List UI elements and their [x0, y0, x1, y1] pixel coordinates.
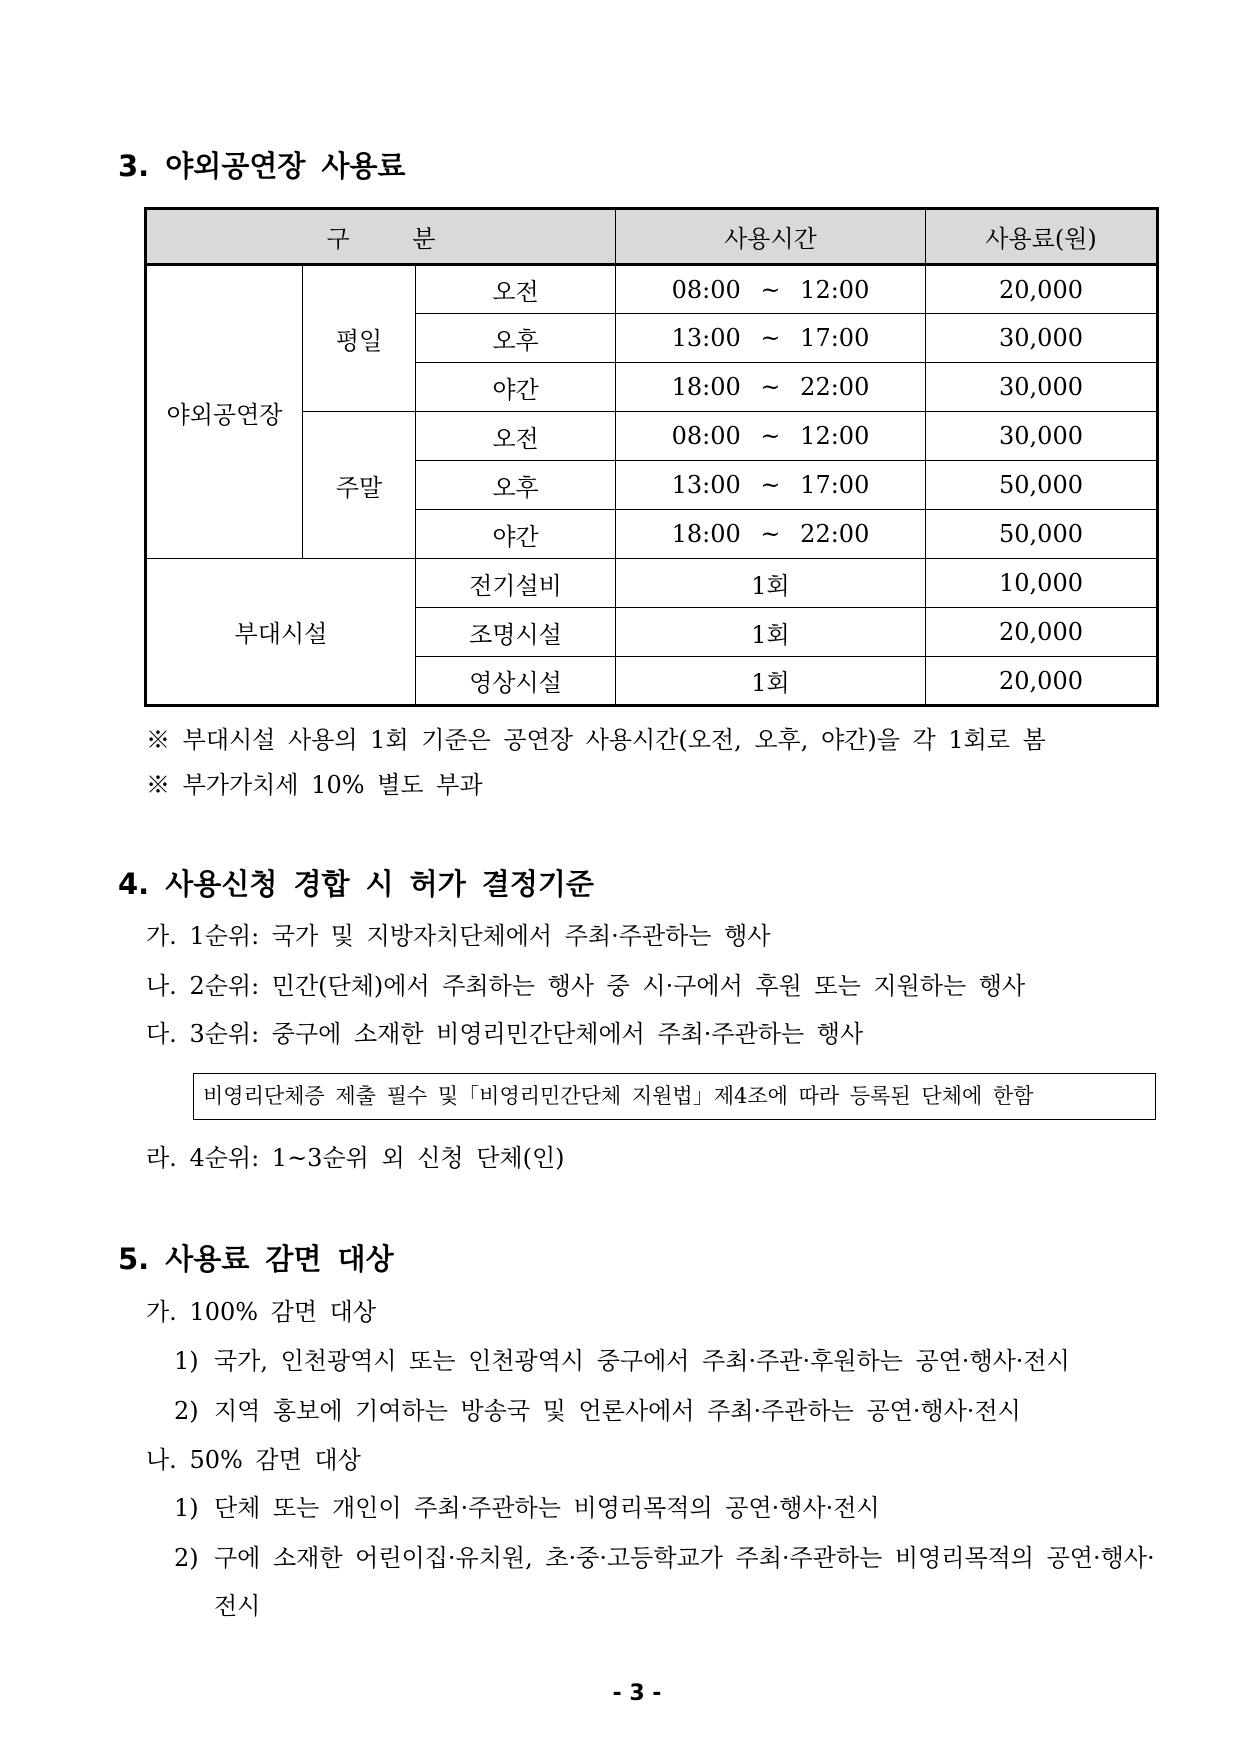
table-header-row: [146, 209, 1158, 265]
time-cell: 13:00 ~ 17:00: [616, 314, 926, 363]
header-category: 구 분: [146, 209, 616, 265]
exemption-item: [174, 1534, 1156, 1630]
fee-cell: 10,000: [926, 559, 1158, 608]
exemption-item-text: 구에 소재한 어린이집·유치원, 초·중·고등학교가 주최·주관하는 비영리목적의 공연·행사·전시: [214, 1544, 1155, 1620]
time-cell: 13:00 ~ 17:00: [616, 461, 926, 510]
page-number: - 3 -: [612, 1681, 662, 1706]
time-cell: 1회: [616, 657, 926, 706]
priority-item: 다. 3순위: 중구에 소재한 비영리민간단체에서 주최·주관하는 행사: [146, 1020, 864, 1048]
exemption-item: [174, 1387, 1156, 1435]
fee-cell: 20,000: [926, 265, 1158, 314]
exemption-item: [174, 1484, 1156, 1532]
period-cell: 오후: [416, 314, 616, 363]
fee-cell: 30,000: [926, 412, 1158, 461]
exemption-item-number: 1): [174, 1347, 199, 1375]
fee-table: [144, 207, 1159, 707]
facilities-cell: 부대시설: [146, 559, 416, 706]
period-cell: 야간: [416, 363, 616, 412]
table-note: ※ 부가가치세 10% 별도 부과: [146, 771, 483, 799]
table-row: [146, 559, 1158, 608]
exemption-item-number: 2): [174, 1544, 199, 1572]
facility-item-cell: 영상시설: [416, 657, 616, 706]
group-weekend-cell: 주말: [303, 412, 416, 559]
time-cell: 1회: [616, 559, 926, 608]
group-weekday-cell: 평일: [303, 265, 416, 412]
header-time: 사용시간: [616, 209, 926, 265]
table-note: ※ 부대시설 사용의 1회 기준은 공연장 사용시간(오전, 오후, 야간)을 각 1회로 봄: [146, 726, 1046, 754]
time-cell: 18:00 ~ 22:00: [616, 363, 926, 412]
priority-item: 라. 4순위: 1~3순위 외 신청 단체(인): [146, 1144, 565, 1172]
period-cell: 야간: [416, 510, 616, 559]
exemption-group-label: 나. 50% 감면 대상: [146, 1446, 361, 1474]
time-cell: 18:00 ~ 22:00: [616, 510, 926, 559]
time-cell: 08:00 ~ 12:00: [616, 265, 926, 314]
table-row: [146, 265, 1158, 314]
facility-item-cell: 전기설비: [416, 559, 616, 608]
period-cell: 오전: [416, 412, 616, 461]
priority-item: 가. 1순위: 국가 및 지방자치단체에서 주최·주관하는 행사: [146, 922, 771, 950]
exemption-item-text: 지역 홍보에 기여하는 방송국 및 언론사에서 주최·주관하는 공연·행사·전시: [214, 1397, 1021, 1425]
venue-cell: 야외공연장: [146, 265, 303, 559]
exemption-item-text: 단체 또는 개인이 주최·주관하는 비영리목적의 공연·행사·전시: [214, 1494, 880, 1522]
section3-title: 3. 야외공연장 사용료: [118, 149, 406, 183]
exemption-item-number: 1): [174, 1494, 199, 1522]
exemption-group-label: 가. 100% 감면 대상: [146, 1298, 377, 1326]
exemption-item-text: 국가, 인천광역시 또는 인천광역시 중구에서 주최·주관·후원하는 공연·행사·전시: [214, 1347, 1070, 1375]
fee-cell: 50,000: [926, 461, 1158, 510]
exemption-item-number: 2): [174, 1397, 199, 1425]
period-cell: 오전: [416, 265, 616, 314]
header-fee: 사용료(원): [926, 209, 1158, 265]
section5-title: 5. 사용료 감면 대상: [118, 1242, 394, 1276]
priority-item: 나. 2순위: 민간(단체)에서 주최하는 행사 중 시·구에서 후원 또는 지원하는 행사: [146, 972, 1026, 1000]
priority-note-box: 비영리단체증 제출 필수 및「비영리민간단체 지원법」제4조에 따라 등록된 단체에 한함: [193, 1073, 1156, 1120]
fee-cell: 50,000: [926, 510, 1158, 559]
fee-cell: 20,000: [926, 657, 1158, 706]
period-cell: 오후: [416, 461, 616, 510]
exemption-item: [174, 1337, 1156, 1385]
fee-cell: 30,000: [926, 314, 1158, 363]
fee-cell: 30,000: [926, 363, 1158, 412]
time-cell: 08:00 ~ 12:00: [616, 412, 926, 461]
facility-item-cell: 조명시설: [416, 608, 616, 657]
section4-title: 4. 사용신청 경합 시 허가 결정기준: [118, 867, 594, 901]
fee-cell: 20,000: [926, 608, 1158, 657]
time-cell: 1회: [616, 608, 926, 657]
